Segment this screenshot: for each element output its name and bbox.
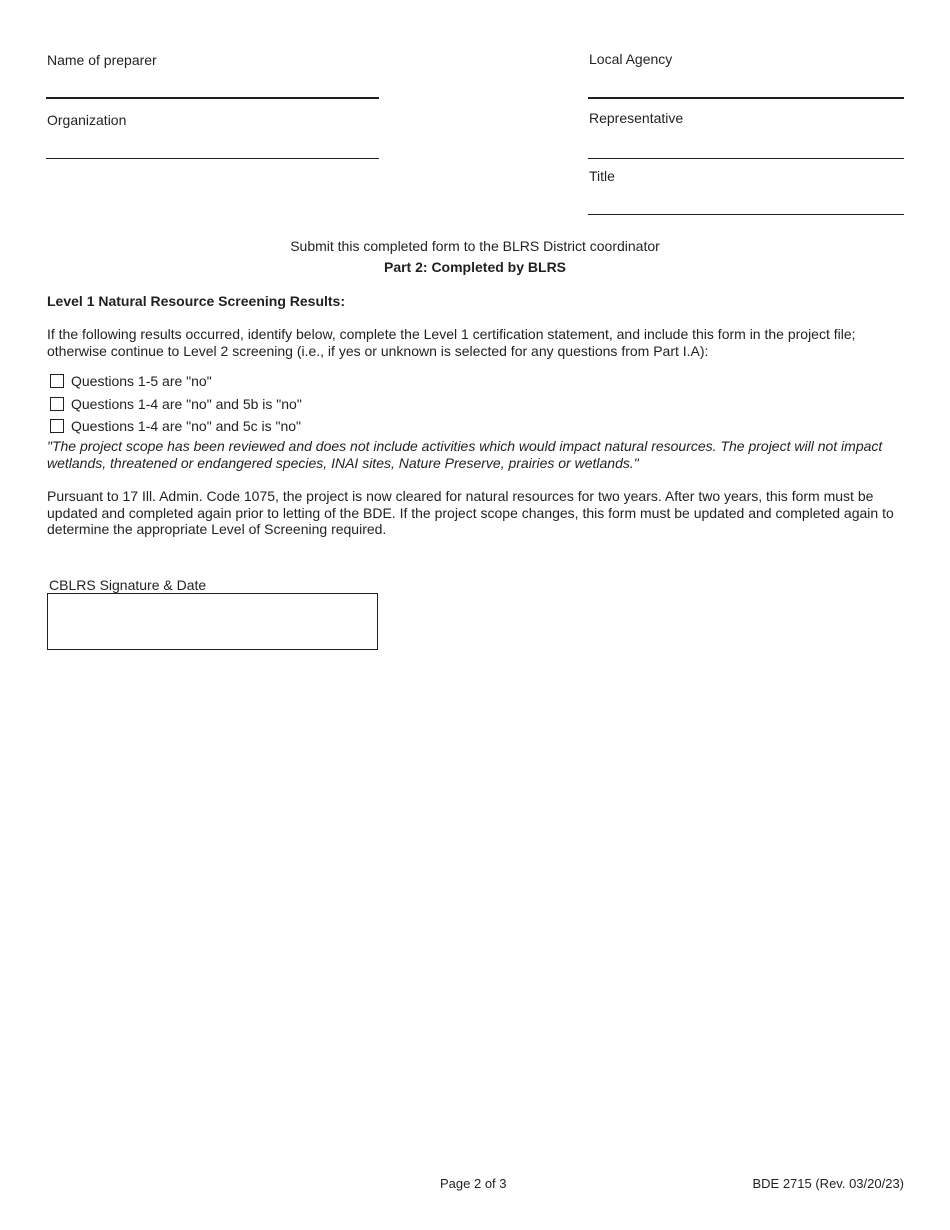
representative-label: Representative — [589, 110, 684, 126]
name-of-preparer-label: Name of preparer — [47, 52, 157, 68]
part2-heading: Part 2: Completed by BLRS — [383, 259, 567, 275]
cblrs-signature-label: CBLRS Signature & Date — [49, 577, 207, 593]
organization-label: Organization — [47, 112, 127, 128]
checkbox-row-3[interactable] — [50, 417, 301, 434]
form-id: BDE 2715 (Rev. 03/20/23) — [752, 1176, 904, 1191]
local-agency-field[interactable] — [588, 97, 904, 99]
checkbox-row-2[interactable] — [50, 395, 302, 412]
name-of-preparer-field[interactable] — [46, 97, 379, 99]
checkbox-questions-1-4-no-5c-no[interactable] — [50, 419, 64, 433]
clearance-paragraph: Pursuant to 17 Ill. Admin. Code 1075, the project is now cleared for natural resources for two years. After two years, this form must be updated and completed again prior to letting of the BDE. If the project scope changes, this form must be updated and completed again to determine the appropriate Level of Screening required. — [47, 488, 894, 537]
checkbox-label: Questions 1-4 are "no" and 5c is "no" — [71, 417, 302, 434]
checkbox-row-1[interactable] — [50, 372, 212, 389]
checkbox-label: Questions 1-4 are "no" and 5b is "no" — [71, 395, 302, 412]
title-field[interactable] — [588, 214, 904, 215]
checkbox-label: Questions 1-5 are "no" — [71, 372, 212, 389]
representative-field[interactable] — [588, 158, 904, 159]
checkbox-questions-1-4-no-5b-no[interactable] — [50, 397, 64, 411]
title-label: Title — [589, 168, 615, 184]
level1-heading: Level 1 Natural Resource Screening Results: — [47, 293, 345, 309]
page-number: Page 2 of 3 — [440, 1176, 507, 1191]
local-agency-label: Local Agency — [589, 51, 673, 67]
checkbox-questions-1-5-no[interactable] — [50, 374, 64, 388]
submit-instruction: Submit this completed form to the BLRS District coordinator — [290, 238, 660, 254]
cblrs-signature-box[interactable] — [47, 593, 378, 650]
certification-statement: "The project scope has been reviewed and does not include activities which would impact natural resources. The project will not impact wetlands, threatened or endangered species, INAI sites, Nature Preserve, prairies or wetlands." — [47, 438, 883, 471]
organization-field[interactable] — [46, 158, 379, 159]
instructions-paragraph: If the following results occurred, identify below, complete the Level 1 certification statement, and include this form in the project file; otherwise continue to Level 2 screening (i.e., if yes or unknown is selected for any questions from Part I.A): — [47, 326, 856, 359]
